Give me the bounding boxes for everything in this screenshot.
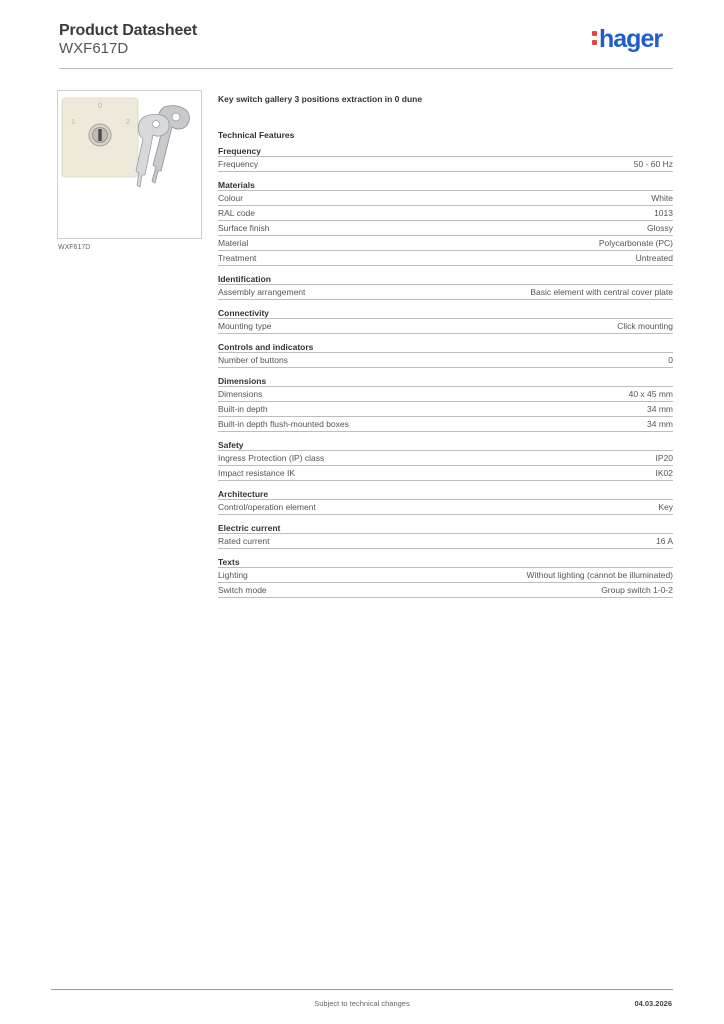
footer-note: Subject to technical changes <box>314 999 410 1008</box>
position-label-1: 1 <box>71 119 75 126</box>
spec-row <box>218 567 673 582</box>
group-title: Dimensions <box>218 376 267 386</box>
spec-label: Assembly arrangement <box>218 287 306 297</box>
spec-label: Lighting <box>218 570 248 580</box>
spec-row <box>218 582 673 598</box>
spec-label: Built-in depth flush-mounted boxes <box>218 419 349 429</box>
spec-row <box>218 156 673 172</box>
product-image <box>57 90 202 239</box>
spec-value: Without lighting (cannot be illuminated) <box>526 570 673 580</box>
feature-group <box>218 440 673 481</box>
spec-label: Ingress Protection (IP) class <box>218 453 325 463</box>
position-label-0: 0 <box>98 103 102 110</box>
product-code: WXF617D <box>59 40 129 57</box>
header-divider <box>59 68 673 69</box>
group-title: Materials <box>218 180 255 190</box>
spec-label: Rated current <box>218 536 270 546</box>
spec-row <box>218 352 673 368</box>
feature-group <box>218 489 673 515</box>
spec-value: Key <box>658 502 673 512</box>
spec-label: Material <box>218 238 249 248</box>
feature-group <box>218 180 673 266</box>
logo-text: hager <box>599 25 663 53</box>
spec-label: Dimensions <box>218 389 263 399</box>
spec-value: 40 x 45 mm <box>628 389 673 399</box>
spec-row <box>218 250 673 266</box>
spec-row <box>218 220 673 235</box>
spec-label: Control/operation element <box>218 502 316 512</box>
group-title: Architecture <box>218 489 269 499</box>
feature-group <box>218 342 673 368</box>
group-title: Texts <box>218 557 240 567</box>
spec-label: Colour <box>218 193 244 203</box>
spec-value: IP20 <box>655 453 673 463</box>
spec-value: Group switch 1-0-2 <box>601 585 673 595</box>
feature-group <box>218 146 673 172</box>
spec-label: Built-in depth <box>218 404 268 414</box>
spec-row <box>218 386 673 401</box>
spec-value: 34 mm <box>647 419 673 429</box>
feature-groups <box>218 146 673 598</box>
spec-value: 0 <box>668 355 673 365</box>
spec-value: White <box>651 193 673 203</box>
spec-value: Click mounting <box>617 321 673 331</box>
logo-dots-icon <box>592 28 598 47</box>
keys-icon <box>136 106 189 187</box>
feature-group <box>218 274 673 300</box>
spec-value: 1013 <box>654 208 673 218</box>
feature-group <box>218 308 673 334</box>
spec-row <box>218 450 673 465</box>
position-label-2: 2 <box>126 119 130 126</box>
spec-label: Mounting type <box>218 321 272 331</box>
group-title: Connectivity <box>218 308 270 318</box>
spec-row <box>218 465 673 481</box>
spec-row <box>218 401 673 416</box>
spec-row <box>218 284 673 300</box>
footer-date: 04.03.2026 <box>634 999 672 1008</box>
group-title: Frequency <box>218 146 261 156</box>
group-title: Identification <box>218 274 271 284</box>
group-title: Electric current <box>218 523 281 533</box>
spec-label: Impact resistance IK <box>218 468 296 478</box>
key-switch-image <box>58 91 201 238</box>
spec-row <box>218 190 673 205</box>
spec-value: Basic element with central cover plate <box>530 287 673 297</box>
image-caption: WXF617D <box>58 244 91 251</box>
spec-label: RAL code <box>218 208 256 218</box>
spec-row <box>218 235 673 250</box>
feature-group <box>218 557 673 598</box>
page-title: Product Datasheet <box>59 22 197 39</box>
spec-row <box>218 499 673 515</box>
spec-row <box>218 205 673 220</box>
spec-label: Treatment <box>218 253 257 263</box>
spec-value: 16 A <box>655 536 673 546</box>
spec-row <box>218 318 673 334</box>
spec-row <box>218 416 673 432</box>
product-description: Key switch gallery 3 positions extraction in 0 dune <box>218 94 423 104</box>
group-title: Controls and indicators <box>218 342 314 352</box>
feature-group <box>218 376 673 432</box>
spec-value: Untreated <box>635 253 673 263</box>
group-title: Safety <box>218 440 244 450</box>
spec-row <box>218 533 673 549</box>
technical-features-heading: Technical Features <box>218 130 295 140</box>
spec-value: IK02 <box>655 468 673 478</box>
datasheet-content <box>218 94 673 598</box>
spec-label: Surface finish <box>218 223 270 233</box>
hager-logo <box>592 27 662 52</box>
spec-value: Glossy <box>647 223 673 233</box>
feature-group <box>218 523 673 549</box>
spec-value: 34 mm <box>647 404 673 414</box>
spec-label: Number of buttons <box>218 355 288 365</box>
spec-value: Polycarbonate (PC) <box>598 238 673 248</box>
spec-value: 50 - 60 Hz <box>633 159 673 169</box>
footer-divider <box>51 989 673 990</box>
spec-label: Switch mode <box>218 585 267 595</box>
spec-label: Frequency <box>218 159 259 169</box>
